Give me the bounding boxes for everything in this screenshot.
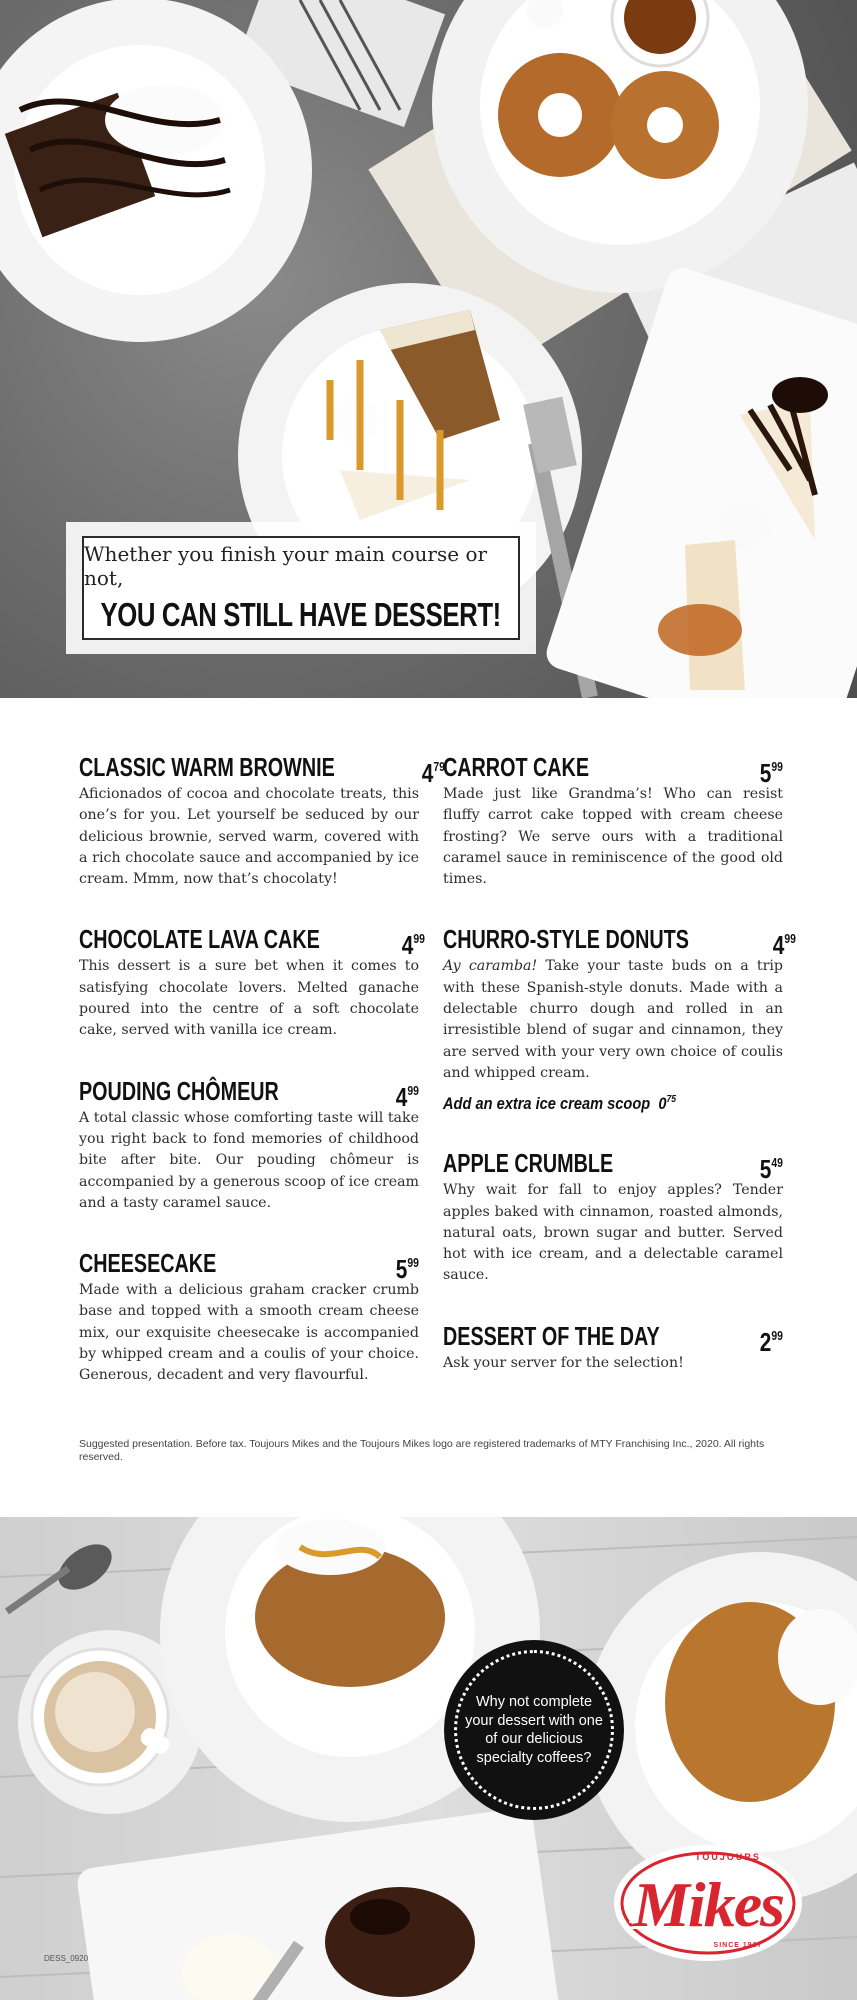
menu-item-price: $5^{99}$ [759,758,783,788]
menu-item-price: $4^{99}$ [401,930,425,961]
menu-item-description: Why wait for fall to enjoy apples? Tender apples baked with cinnamon, roasted almonds, natural oats, brown sugar and butter. Served hot with ice cream, and a delectable caramel sauce. [443,1182,783,1284]
menu-item-name: POUDING CHÔMEUR [79,1075,279,1106]
menu-item-description: Aficionados of cocoa and chocolate treats, this one’s for you. Let yourself be seduced by our delicious brownie, served warm, covered with a rich chocolate sauce and accompanied by ice cream. Mmm, now that’s chocolaty! [79,786,419,888]
menu-item-price: $4^{99}$ [772,930,796,961]
menu-item-description: Made just like Grandma’s! Who can resist fluffy carrot cake topped with cream cheese frosting? We serve ours with a traditional caramel sauce in reminiscence of the good old times. [443,786,783,888]
menu-item-pouding-chomeur [79,1076,419,1214]
coffee-badge-text: Why not complete your dessert with one of our delicious specialty coffees? [465,1694,603,1766]
tagline-card [66,522,536,654]
menu-column-left [79,752,445,1421]
logo-top-word: TOUJOURS [695,1852,761,1862]
menu-item-carrot-cake [443,752,783,890]
menu-item-description-italic: Ay caramba! [443,958,538,975]
coffee-badge [444,1640,624,1820]
menu-item-name: DESSERT OF THE DAY [443,1320,660,1351]
menu-item-name: CLASSIC WARM BROWNIE [79,752,335,782]
menu-item-price: $2^{99}$ [759,1326,783,1357]
menu-item-name: CHURRO-STYLE DONUTS [443,924,689,955]
menu-column-right [443,752,796,1408]
menu-item-dessert-of-the-day [443,1321,783,1374]
logo-since: SINCE 1967 [713,1942,763,1949]
menu-item-description: Made with a delicious graham cracker crumb base and topped with a smooth cream cheese mix, our exquisite cheesecake is accompanied by whipped cream and a coulis of your choice. Generous, decadent and very flavourful. [79,1282,419,1384]
menu-item-name: CHOCOLATE LAVA CAKE [79,924,320,955]
menu-item-description: Ay caramba! Take your taste buds on a trip with these Spanish-style donuts. Made with a delectable churro dough and rolled in an irresistible blend of sugar and cinnamon, they are served with your very own choice of coulis and whipped cream. [443,958,784,1081]
menu-item-price: $4^{79}$ [421,758,445,788]
menu-item-chocolate-lava-cake [79,924,425,1041]
menu-item-name: CHEESECAKE [79,1248,217,1279]
tagline-frame [82,536,520,640]
tagline-headline: YOU CAN STILL HAVE DESSERT! [100,596,502,633]
menu-code: DESS_0920 [44,1954,89,1963]
hero-bottom-photo [0,1517,857,2000]
menu-item-classic-warm-brownie [79,752,445,890]
menu-item-price: $5^{49}$ [759,1154,783,1185]
toujours-mikes-logo [610,1840,806,1966]
menu-item-churro-style-donuts [443,924,796,1114]
menu-item-price: $5^{99}$ [395,1254,419,1285]
hero-top-photo [0,0,857,698]
menu-item-description: Ask your server for the selection! [443,1354,684,1371]
menu-item-cheesecake [79,1248,419,1386]
menu-item-price: $4^{99}$ [395,1081,419,1112]
legal-notice: Suggested presentation. Before tax. Toujours Mikes and the Toujours Mikes logo are registered trademarks of MTY Franchising Inc., 2020. All rights reserved. [79,1438,765,1463]
menu-item-name: CARROT CAKE [443,752,590,782]
menu-item-description: This dessert is a sure bet when it comes to satisfying chocolate lovers. Melted ganache poured into the centre of a soft chocolate cake, served with vanilla ice cream. [79,958,419,1039]
addon-ice-cream-scoop: Add an extra ice cream scoop $0^{75}$ [443,1094,677,1114]
menu-item-description: A total classic whose comforting taste will take you right back to fond memories of childhood bite after bite. Our pouding chômeur is accompanied by a generous scoop of ice cream and a tasty caramel sauce. [79,1109,420,1211]
tagline-intro: Whether you finish your main course or not, [84,542,488,590]
menu-item-apple-crumble [443,1148,783,1286]
coffee-badge-ring [454,1650,614,1810]
menu-item-name: APPLE CRUMBLE [443,1148,614,1179]
logo-wordmark: Mikes [633,1869,783,1940]
